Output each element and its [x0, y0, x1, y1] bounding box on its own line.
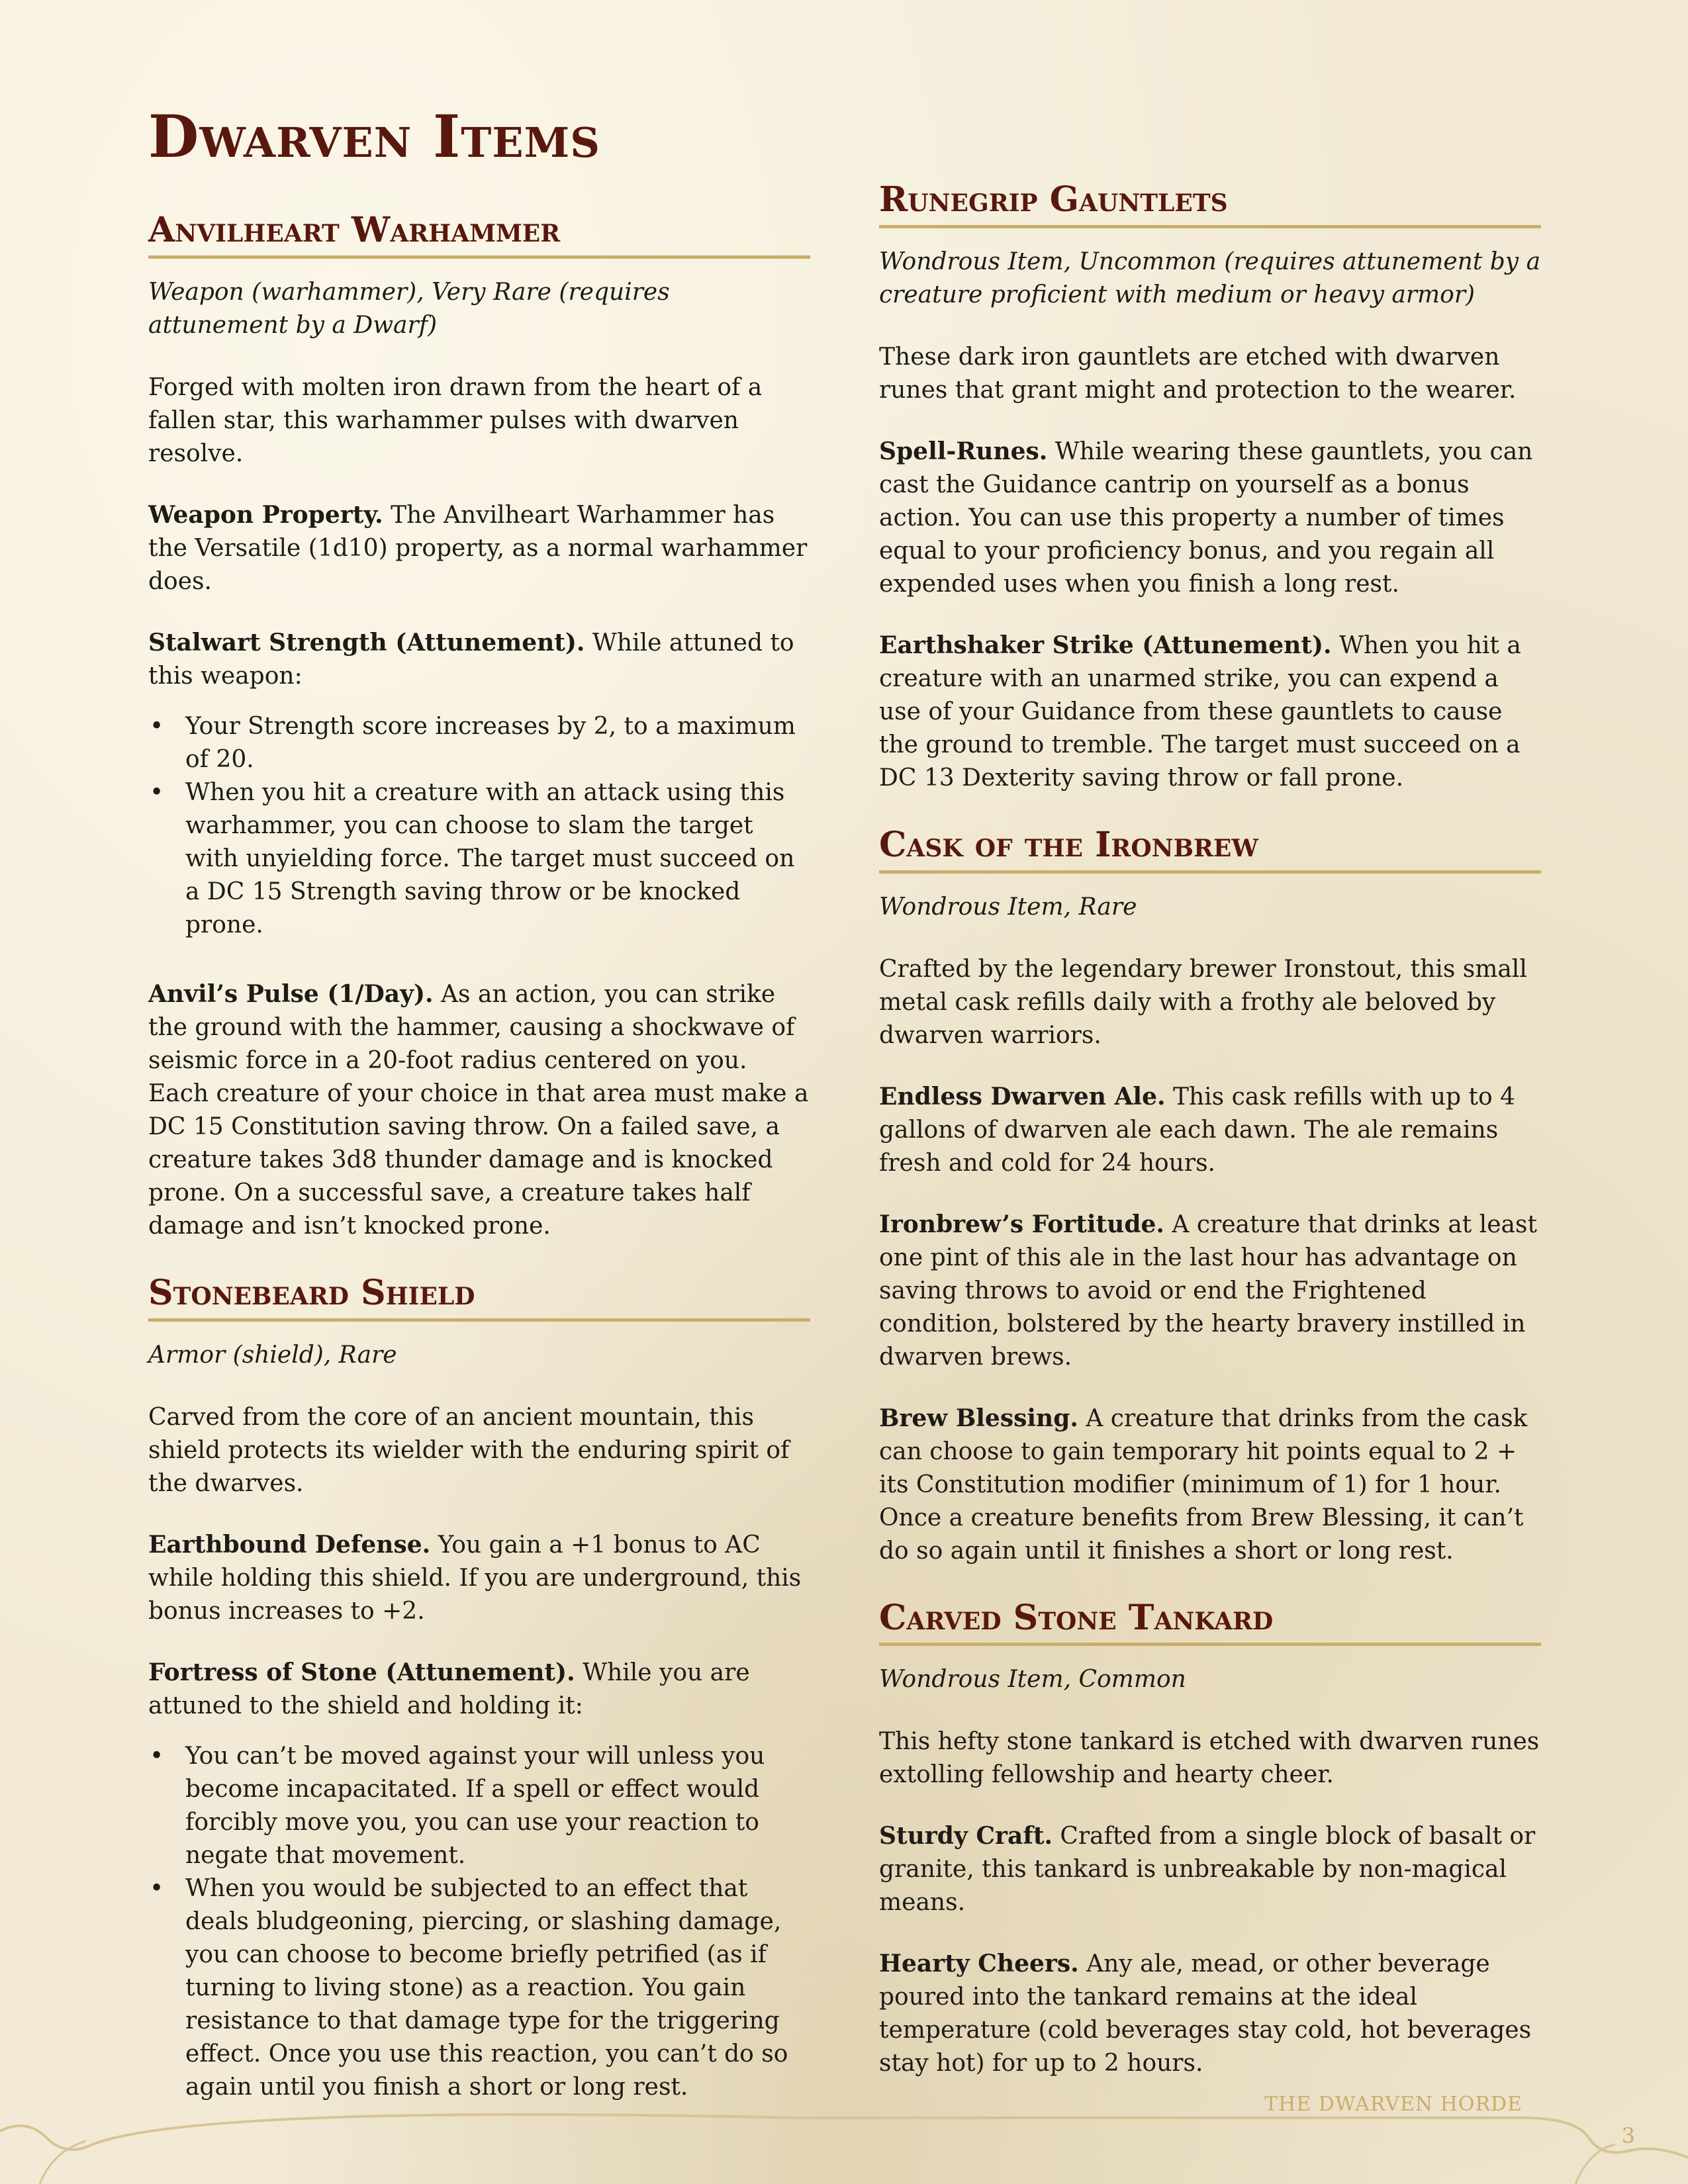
bullet-dot: • — [150, 712, 164, 740]
property-name: Anvil’s Pulse (1/Day). — [148, 979, 434, 1008]
property-name: Sturdy Craft. — [879, 1822, 1053, 1850]
bullet-text: When you hit a creature with an attack using this warhammer, you can choose to slam the target with unyielding force. The target must succeed on a DC 15 Strength saving throw or be knocked prone. — [185, 778, 795, 938]
page-number: 3 — [1621, 2123, 1635, 2148]
item-property — [148, 1656, 810, 1723]
item-property — [879, 1208, 1541, 1374]
property-name: Stalwart Strength (Attunement). — [148, 628, 585, 657]
property-name: Earthshaker Strike (Attunement). — [879, 631, 1332, 659]
item-property — [148, 1528, 810, 1628]
property-text: The Anvilheart Warhammer has the Versatile (1d10) property, as a normal warhammer does. — [148, 501, 808, 595]
property-name: Hearty Cheers. — [879, 1950, 1079, 1978]
item-subtitle: Weapon (warhammer), Very Rare (requires attunement by a Dwarf) — [148, 278, 670, 339]
item-property — [148, 978, 810, 1243]
bullet-item — [150, 1872, 810, 2104]
item-heading: Cask of the Ironbrew — [879, 825, 1541, 874]
item-entry — [879, 180, 1541, 795]
right-column — [879, 180, 1541, 2111]
property-text: A creature that drinks from the cask can choose to gain temporary hit points equal to 2 + its Constitution modifier (minimum of 1) for 1 hour. Once a creature benefits from Brew Blessing, it can’t do so again until it finishes a short or long rest. — [879, 1404, 1528, 1565]
item-description: Crafted by the legendary brewer Ironstout, this small metal cask refills daily with a frothy ale beloved by dwarven warriors. — [879, 955, 1527, 1049]
footer-book-title: THE DWARVEN HORDE — [1264, 2093, 1523, 2116]
item-property — [148, 498, 810, 598]
item-property — [879, 1947, 1541, 2080]
item-entry — [148, 210, 810, 1243]
item-subtitle: Wondrous Item, Common — [879, 1666, 1186, 1694]
property-name: Fortress of Stone (Attunement). — [148, 1658, 575, 1686]
bullet-dot: • — [150, 1742, 164, 1770]
item-property — [879, 435, 1541, 601]
item-property — [879, 1402, 1541, 1568]
item-property — [879, 1819, 1541, 1919]
item-heading: Anvilheart Warhammer — [148, 210, 810, 259]
bullet-text: When you would be subjected to an effect that deals bludgeoning, piercing, or slashing damage, you can choose to become briefly petrified (as if turning to living stone) as a reaction. You gain resistance to that damage type for the triggering effect. Once you use this reaction, you can’t do so again until you finish a short or long rest. — [185, 1874, 788, 2101]
item-entry — [879, 1598, 1541, 2081]
property-text: When you hit a creature with an unarmed strike, you can expend a use of your Guidance from these gauntlets to cause the ground to tremble. The target must succeed on a DC 13 Dexterity saving throw or fall prone. — [879, 631, 1521, 792]
item-property — [148, 626, 810, 693]
property-name: Weapon Property. — [148, 500, 383, 529]
page-title: Dwarven Items — [148, 102, 601, 171]
property-name: Endless Dwarven Ale. — [879, 1082, 1166, 1111]
bullet-list — [148, 1740, 810, 2104]
property-text: This cask refills with up to 4 gallons of dwarven ale each dawn. The ale remains fresh and cold for 24 hours. — [879, 1083, 1516, 1177]
item-entry — [879, 825, 1541, 1568]
item-property — [879, 629, 1541, 795]
item-subtitle: Wondrous Item, Rare — [879, 893, 1137, 921]
item-property — [879, 1080, 1541, 1180]
item-entry — [148, 1273, 810, 2104]
bullet-dot: • — [150, 778, 164, 806]
property-name: Spell-Runes. — [879, 437, 1048, 465]
item-heading: Carved Stone Tankard — [879, 1598, 1541, 1647]
bullet-list — [148, 710, 810, 942]
item-subtitle: Wondrous Item, Uncommon (requires attunement by a creature proficient with medium or heavy armor) — [879, 248, 1541, 308]
item-description: These dark iron gauntlets are etched with dwarven runes that grant might and protection to the wearer. — [879, 343, 1517, 404]
property-text: As an action, you can strike the ground with the hammer, causing a shockwave of seismic force in a 20-foot radius centered on you. Each creature of your choice in that area must make a DC 15 Constitution saving throw. On a failed save, a creature takes 3d8 thunder damage and is knocked prone. On a successful save, a creature takes half damage and isn’t knocked prone. — [148, 980, 809, 1240]
property-text: While you are attuned to the shield and holding it: — [148, 1659, 750, 1719]
bullet-text: You can’t be moved against your will unless you become incapacitated. If a spell or effect would forcibly move you, you can use your reaction to negate that movement. — [185, 1742, 765, 1869]
property-name: Ironbrew’s Fortitude. — [879, 1210, 1164, 1238]
item-description: Forged with molten iron drawn from the heart of a fallen star, this warhammer pulses with dwarven resolve. — [148, 373, 763, 467]
bullet-item — [150, 776, 810, 942]
property-text: While attuned to this weapon: — [148, 629, 794, 690]
bullet-item — [150, 710, 810, 776]
item-heading: Runegrip Gauntlets — [879, 180, 1541, 228]
property-text: You gain a +1 bonus to AC while holding this shield. If you are underground, this bonus increases to +2. — [148, 1531, 802, 1625]
property-text: Any ale, mead, or other beverage poured into the tankard remains at the ideal temperature (cold beverages stay cold, hot beverages stay hot) for up to 2 hours. — [879, 1950, 1532, 2077]
item-subtitle: Armor (shield), Rare — [148, 1341, 397, 1369]
bullet-text: Your Strength score increases by 2, to a maximum of 20. — [185, 712, 796, 773]
property-name: Brew Blessing. — [879, 1404, 1078, 1432]
property-name: Earthbound Defense. — [148, 1530, 431, 1559]
property-text: A creature that drinks at least one pint of this ale in the last hour has advantage on saving throws to avoid or end the Frightened condition, bolstered by the hearty bravery instilled in dwarven brews. — [879, 1210, 1537, 1371]
item-description: This hefty stone tankard is etched with dwarven runes extolling fellowship and hearty cheer. — [879, 1728, 1540, 1789]
left-column — [148, 210, 810, 2140]
bullet-dot: • — [150, 1874, 164, 1902]
item-description: Carved from the core of an ancient mountain, this shield protects its wielder with the enduring spirit of the dwarves. — [148, 1403, 790, 1497]
bullet-item — [150, 1740, 810, 1872]
property-text: While wearing these gauntlets, you can cast the Guidance cantrip on yourself as a bonus action. You can use this property a number of times equal to your proficiency bonus, and you regain all expended uses when you finish a long rest. — [879, 437, 1533, 598]
item-heading: Stonebeard Shield — [148, 1273, 810, 1322]
property-text: Crafted from a single block of basalt or granite, this tankard is unbreakable by non-magical means. — [879, 1823, 1536, 1917]
